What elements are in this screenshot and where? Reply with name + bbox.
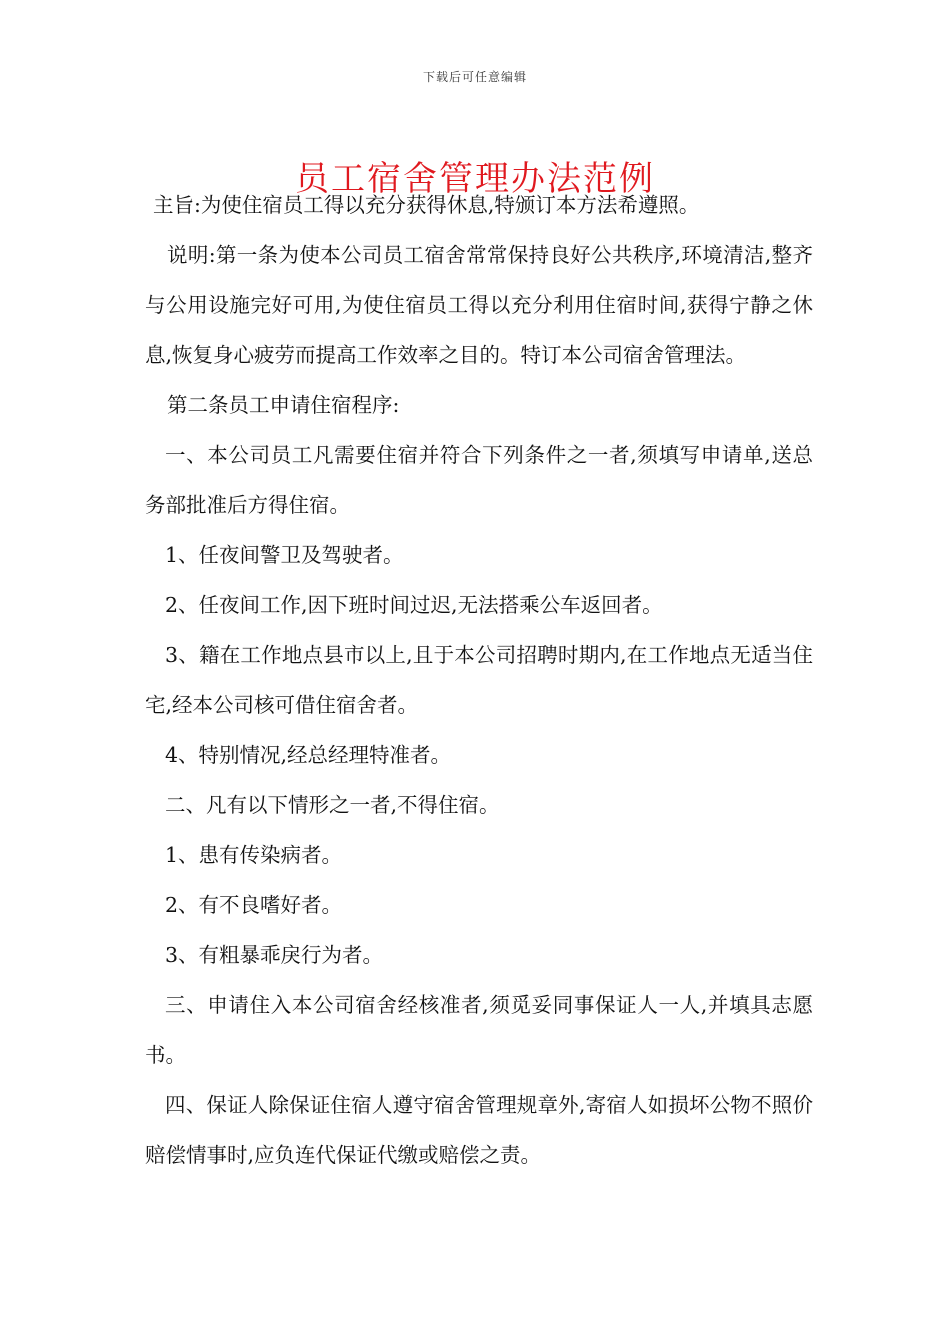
list-item: 1、患有传染病者。 — [165, 843, 343, 867]
header-note: 下载后可任意编辑 — [422, 70, 527, 84]
paragraph-article-2: 第二条员工申请住宿程序: — [167, 393, 400, 417]
list-item: 4、特别情况,经总经理特准者。 — [165, 743, 452, 767]
paragraph-section-2: 二、凡有以下情形之一者,不得住宿。 — [165, 793, 500, 817]
list-item: 2、任夜间工作,因下班时间过迟,无法搭乘公车返回者。 — [165, 593, 663, 617]
list-item: 2、有不良嗜好者。 — [165, 893, 343, 917]
list-item: 1、任夜间警卫及驾驶者。 — [165, 543, 404, 567]
paragraph-explanation: 说明:第一条为使本公司员工宿舍常常保持良好公共秩序,环境清洁,整齐与公用设施完好可用,为使住宿员工得以充分利用住宿时间,获得宁静之休息,恢复身心疲劳而提高工作效率之目的。特订本公司宿舍管理法。 — [145, 243, 813, 367]
paragraph-section-3: 三、申请住入本公司宿舍经核准者,须觅妥同事保证人一人,并填具志愿书。 — [145, 993, 813, 1067]
paragraph-purpose: 主旨:为使住宿员工得以充分获得休息,特颁订本方法希遵照。 — [153, 193, 700, 217]
document-body — [145, 180, 813, 1180]
paragraph-section-4: 四、保证人除保证住宿人遵守宿舍管理规章外,寄宿人如损坏公物不照价赔偿情事时,应负连代保证代缴或赔偿之责。 — [145, 1093, 813, 1167]
document-title: 员工宿舍管理办法范例 — [295, 158, 655, 199]
list-item: 3、有粗暴乖戾行为者。 — [165, 943, 384, 967]
list-item: 3、籍在工作地点县市以上,且于本公司招聘时期内,在工作地点无适当住宅,经本公司核可借住宿舍者。 — [145, 643, 813, 717]
paragraph-section-1: 一、本公司员工凡需要住宿并符合下列条件之一者,须填写申请单,送总务部批准后方得住宿。 — [145, 443, 813, 517]
